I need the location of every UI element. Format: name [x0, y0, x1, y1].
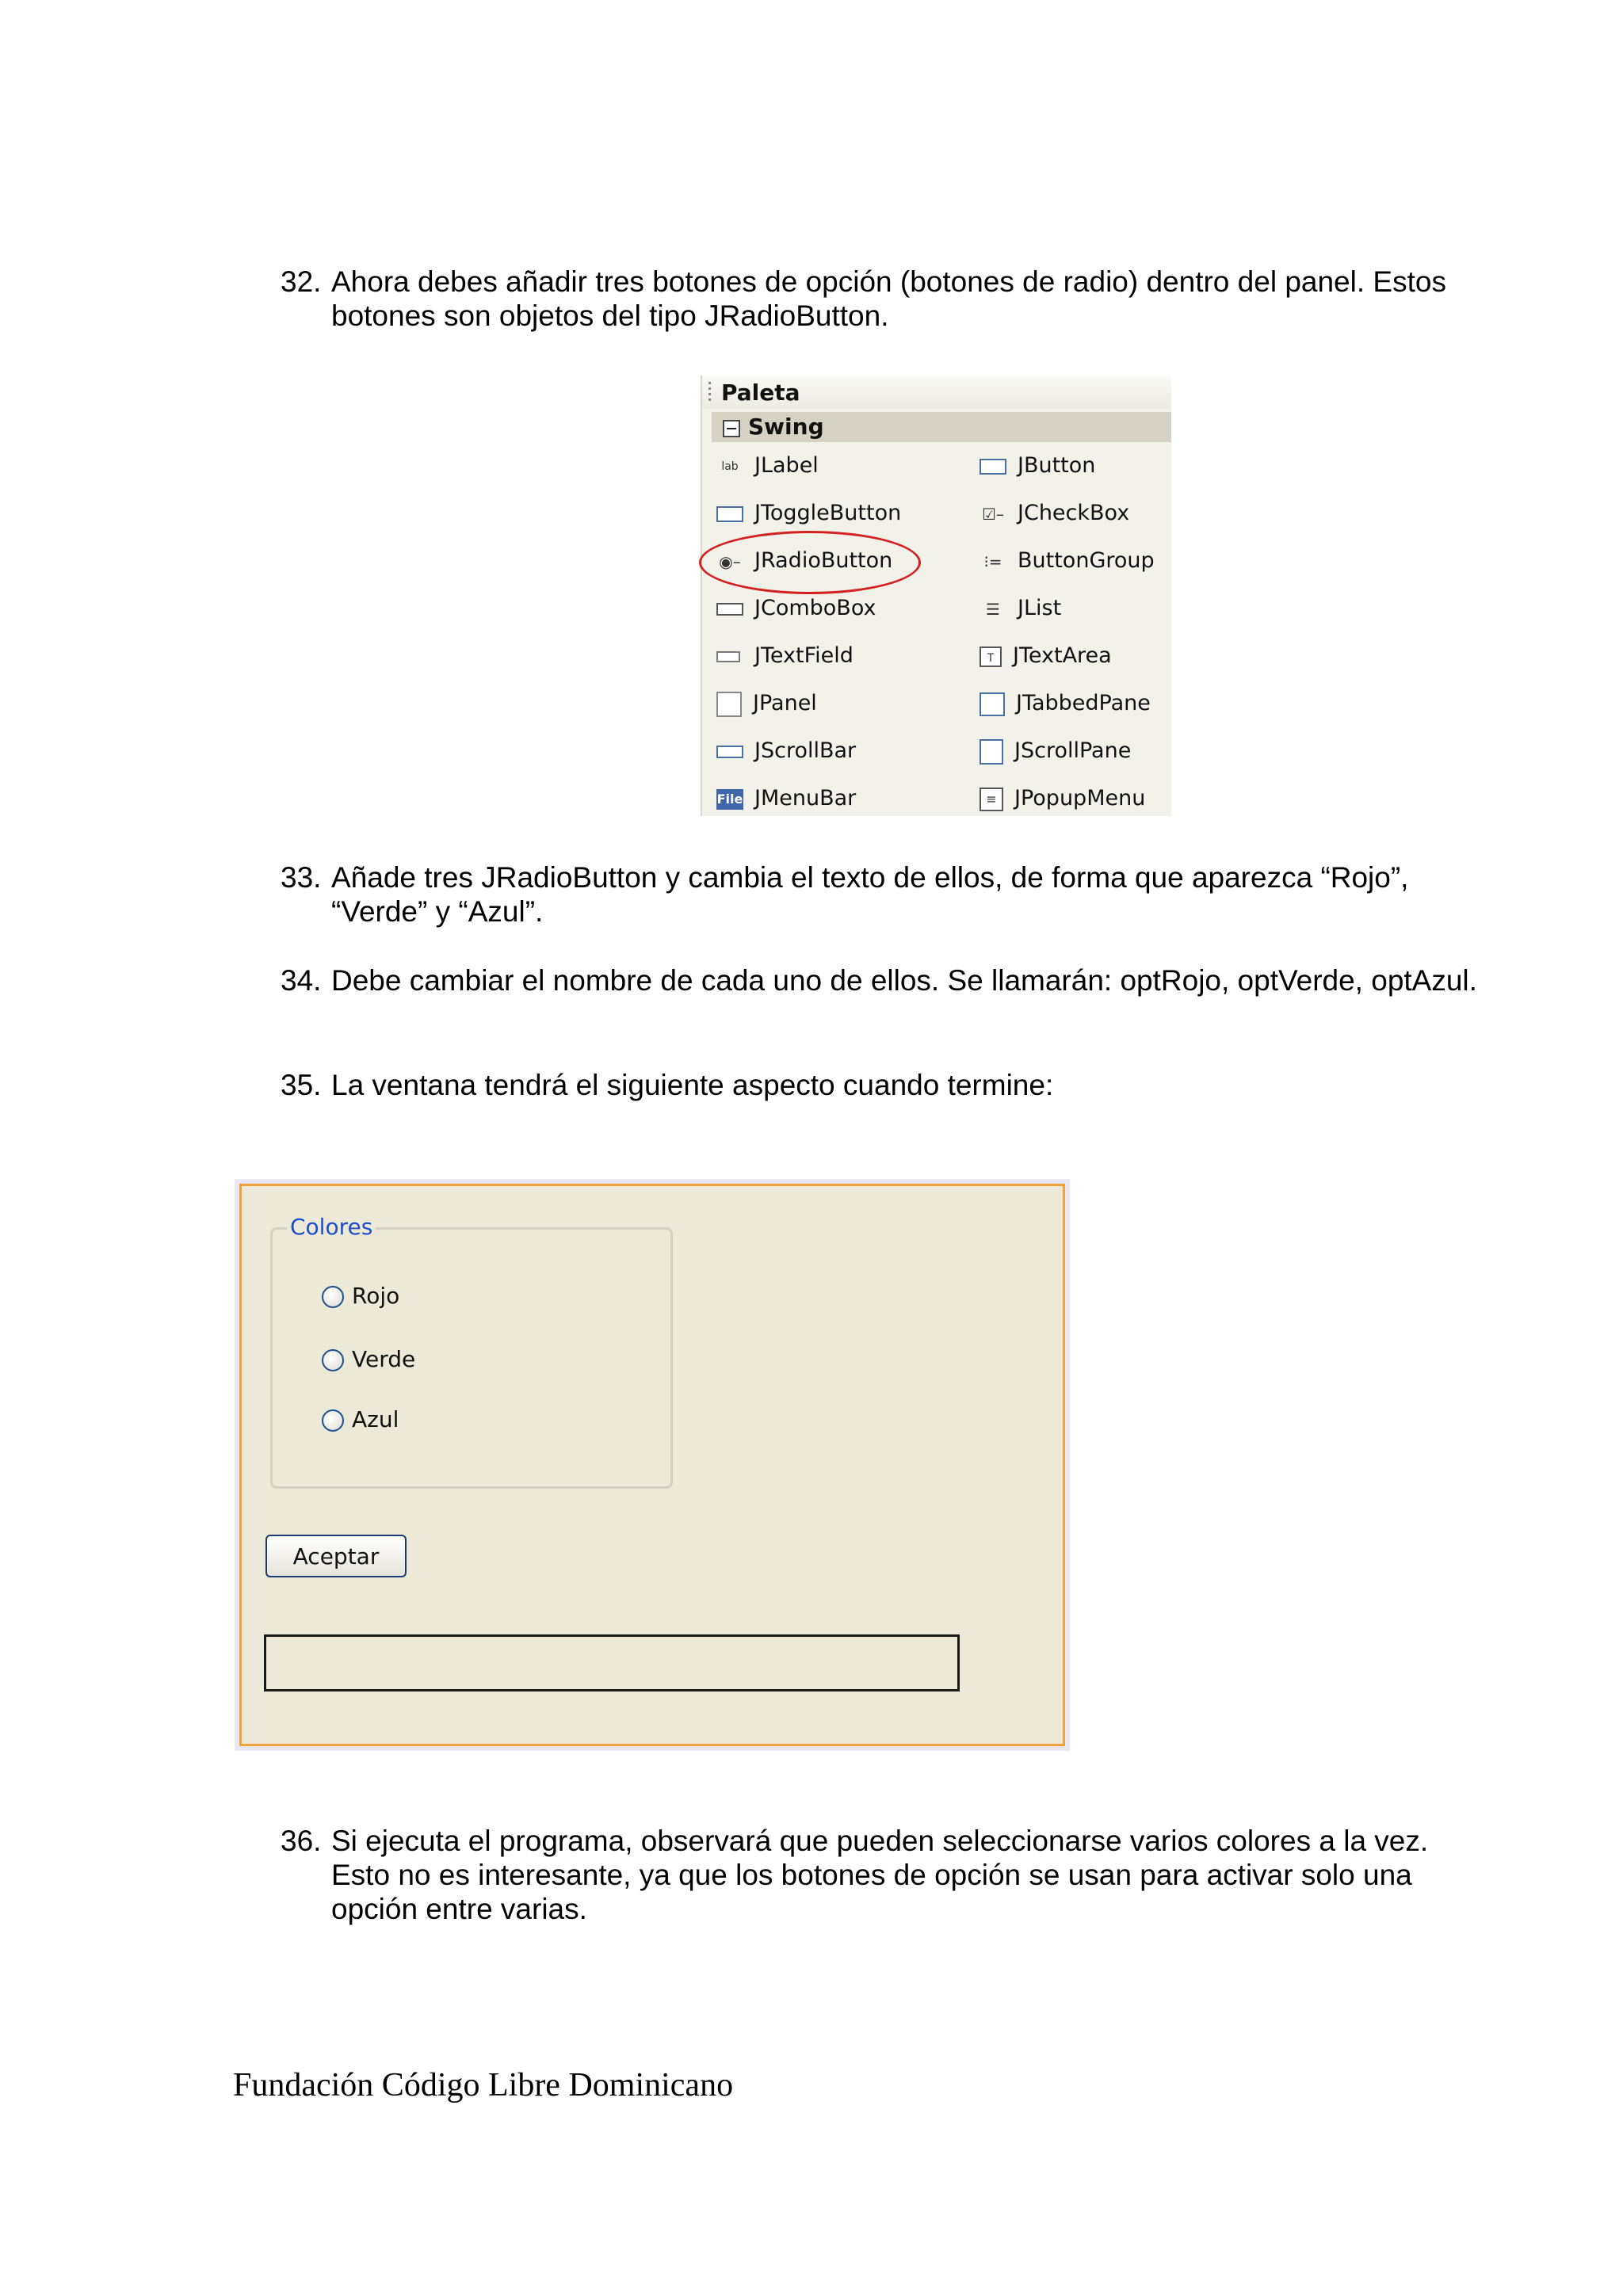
palette-item-buttongroup[interactable]: ⁝= ButtonGroup	[980, 545, 1155, 577]
step-34	[281, 963, 1485, 997]
panel-icon	[716, 692, 742, 717]
step-36	[281, 1824, 1485, 1926]
palette-item-jbutton[interactable]: JButton	[980, 450, 1095, 482]
step-number: 34.	[281, 964, 322, 997]
button-group-icon: ⁝=	[983, 551, 1002, 571]
step-text: Añade tres JRadioButton y cambia el texto de ellos, de forma que aparezca “Rojo”, “Verde” y “Azul”.	[331, 861, 1409, 928]
radio-azul[interactable]	[322, 1404, 399, 1436]
step-33	[281, 860, 1485, 929]
palette-item-jtextfield[interactable]: JTextField	[716, 640, 854, 672]
radio-label: Verde	[352, 1346, 416, 1372]
radio-circle-icon[interactable]	[322, 1349, 344, 1371]
window-screenshot	[235, 1179, 1070, 1751]
step-text: La ventana tendrá el siguiente aspecto cuando termine:	[331, 1069, 1054, 1101]
palette-section-swing[interactable]	[712, 412, 1171, 442]
collapse-icon[interactable]	[723, 420, 740, 437]
page-footer: Fundación Código Libre Dominicano	[233, 2067, 734, 2103]
step-number: 35.	[281, 1069, 322, 1101]
list-icon: ☰	[986, 599, 1000, 619]
palette-item-jmenubar[interactable]: File JMenuBar	[716, 786, 857, 810]
menubar-icon: File	[716, 789, 743, 810]
radio-rojo[interactable]	[322, 1280, 399, 1312]
palette-item-jtabbedpane[interactable]: JTabbedPane	[980, 688, 1151, 719]
step-35	[281, 1068, 1485, 1102]
radio-label: Azul	[352, 1406, 399, 1432]
palette-title: Paleta	[702, 376, 1171, 409]
window-frame	[239, 1184, 1065, 1746]
label-icon: lab	[721, 460, 739, 473]
result-label-field	[264, 1634, 960, 1691]
colores-group	[270, 1214, 673, 1489]
palette-item-jscrollbar[interactable]: JScrollBar	[716, 735, 856, 767]
palette-item-jtogglebutton[interactable]: JToggleButton	[716, 498, 901, 529]
radio-verde[interactable]	[322, 1344, 415, 1375]
group-title: Colores	[287, 1214, 376, 1241]
palette-item-jscrollpane[interactable]: JScrollPane	[980, 735, 1131, 767]
step-number: 32.	[281, 265, 322, 298]
palette-item-jtextarea[interactable]: T JTextArea	[980, 640, 1112, 672]
aceptar-button[interactable]: Aceptar	[265, 1535, 407, 1577]
palette-item-jcheckbox[interactable]: ☑– JCheckBox	[980, 498, 1129, 529]
palette-item-jradiobutton[interactable]: ◉– JRadioButton	[716, 545, 892, 577]
button-icon	[980, 459, 1006, 475]
step-32	[281, 265, 1485, 333]
palette-panel	[701, 376, 1171, 816]
palette-item-jlabel[interactable]: lab JLabel	[716, 450, 819, 482]
step-number: 36.	[281, 1825, 322, 1857]
radio-button-icon: ◉–	[719, 551, 741, 571]
highlight-ellipse	[699, 531, 921, 594]
radio-label: Rojo	[352, 1283, 400, 1309]
palette-item-jpopupmenu[interactable]: ≡ JPopupMenu	[980, 783, 1145, 814]
palette-item-jlist[interactable]: ☰ JList	[980, 593, 1061, 624]
toggle-button-icon	[716, 506, 743, 522]
palette-item-jcombobox[interactable]: JComboBox	[716, 593, 876, 624]
step-number: 33.	[281, 861, 322, 894]
step-text: Debe cambiar el nombre de cada uno de ellos. Se llamarán: optRojo, optVerde, optAzul.	[331, 964, 1477, 997]
checkbox-icon: ☑–	[982, 504, 1004, 524]
popup-menu-icon: ≡	[980, 788, 1003, 811]
text-field-icon	[716, 646, 743, 667]
palette-section-label: Swing	[748, 414, 824, 440]
combobox-icon	[716, 603, 743, 616]
tabbed-pane-icon	[980, 692, 1005, 716]
radio-circle-icon[interactable]	[322, 1286, 344, 1308]
scrollbar-icon	[716, 746, 743, 758]
step-text: Si ejecuta el programa, observará que pueden seleccionarse varios colores a la vez. Esto no es interesante, ya que los botones de opción se usan para activar solo una opción entre varias.	[331, 1825, 1429, 1925]
palette-item-jpanel[interactable]: JPanel	[716, 688, 817, 719]
scroll-pane-icon	[980, 739, 1003, 765]
radio-circle-icon[interactable]	[322, 1409, 344, 1432]
text-area-icon: T	[980, 646, 1002, 667]
step-text: Ahora debes añadir tres botones de opción (botones de radio) dentro del panel. Estos botones son objetos del tipo JRadioButton.	[331, 265, 1446, 332]
